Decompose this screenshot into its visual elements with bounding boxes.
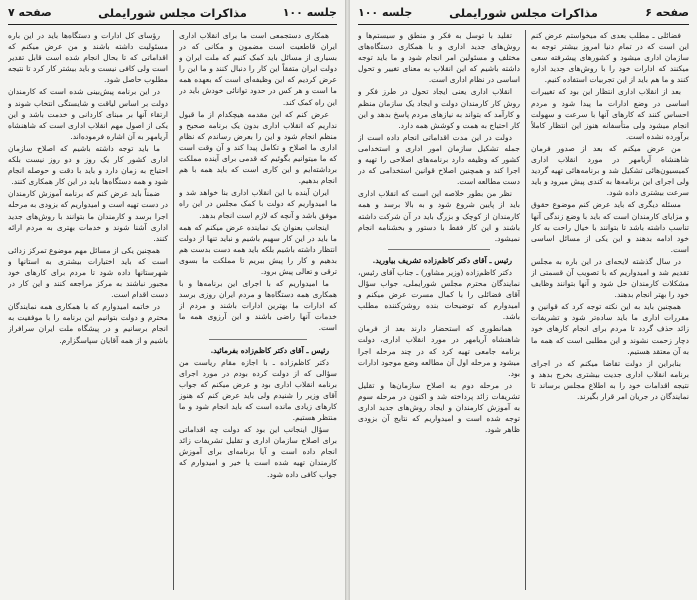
paragraph: فضائلی ـ مطلب بعدی که میخواستم عرض کنم این است که در تمام دنیا امروز بیشتر توجه به سازمان اداری میشود و کشورهای پیشرفته سعی میکنند که ادارات خود را با روش‌های جدید اداره کنند و ما هم باید از این تجربیات استفاده کنیم. [531,31,689,85]
speaker-line: رئیس ـ آقای دکتر کاظم‌زاده بفرمائید. [210,345,329,355]
speaker-line: رئیس ـ آقای دکتر کاظم‌زاده تشریف بیاورید. [372,255,512,265]
left-page-title: مذاکرات مجلس شورایملی [98,6,247,20]
right-page [350,0,697,600]
left-page-column-1 [179,30,337,596]
paragraph: همکاری دستجمعی است ما برای انقلاب اداری ایران قاطعیت است مضمون و مکانی که در بسیاری از مسائل باید کمک کنیم که ملت ایران و دولت ایران متفقاً این کار را دنبال کنند و ما این را عرض کردیم که این وظیفه‌ای است که بعهده همه ما است و هر کس در حدود توانائی خودش باید در این راه کمک کند. [179,31,337,107]
paragraph: عرض کنم که این مقدمه هیچکدام از ما قبول نداریم که انقلاب اداری بدون یک برنامه صحیح و منظم انجام شود و این را بعرض رساندم که نظام اداری ما اصلاح و تکامل پیدا کند و آن وقت است که ما میتوانیم بگوئیم که قدمی برای آینده مملکت برداشته‌ایم و این کاری است که باید همه با هم انجام بدهیم. [179,109,337,186]
paragraph: نظر من بطور خلاصه این است که انقلاب اداری باید از پایین شروع شود و به بالا برسد و همه کارمندان از کوچک و بزرگ باید در آن شرکت داشته باشند و این کار فقط با دستور و بخشنامه انجام نمیشود. [358,189,520,243]
paragraph: ما باید توجه داشته باشیم که اصلاح سازمان اداری کشور کار یک روز و دو روز نیست بلکه احتیاج به زمان دارد و باید با دقت و حوصله انجام شود و همه دستگاه‌ها باید در این کار همکاری کنند. [8,143,168,187]
left-page-number: صفحه ۷ [8,6,52,19]
paragraph: ایران آینده با این انقلاب اداری بنا خواهد شد و ما امیدواریم که دولت با کمک مجلس در این راه موفق باشد و آنچه که لازم است انجام بدهد. [179,188,337,220]
column-rule [525,30,526,590]
right-page-column-1 [531,30,689,596]
paragraph: دکتر کاظم‌زاده ـ با اجازه مقام ریاست من سؤالی که از دولت کرده بودم در مورد اجرای برنامه انقلاب اداری بود و عرض میکنم که جواب آقای وزیر را شنیدم ولی باید عرض کنم که هنوز کارهای زیادی مانده است که باید انجام شود و ما منتظر هستیم. [179,357,337,423]
right-session-label: جلسه ۱۰۰ [358,6,413,19]
paragraph: ما امیدواریم که با اجرای این برنامه‌ها و با همکاری همه دستگاه‌ها و مردم ایران روزی برسد که ادارات ما بهترین ادارات باشند و مردم از خدمات آنها راضی باشند و این آرزوی همه ما است. [179,279,337,333]
right-page-header [358,4,689,25]
paragraph: دکتر کاظم‌زاده (وزیر مشاور) ـ جناب آقای رئیس، نمایندگان محترم مجلس شورایملی، جواب سؤال آقای فضائلی را با کمال مسرت عرض میکنم و امیدوارم که توضیحات بنده روشن‌کننده مطلب باشد. [358,267,520,322]
right-page-title: مذاکرات مجلس شورایملی [449,6,598,20]
left-page-header [8,4,337,25]
paragraph: بعد از انقلاب اداری انتظار این بود که تغییرات اساسی در وضع ادارات ما پیدا شود و مردم احساس کنند که کارهای آنها با سرعت و سهولت انجام میشود ولی متأسفانه هنوز این انتظار کاملاً برآورده نشده است. [531,87,689,141]
paragraph: در مرحله دوم به اصلاح سازمان‌ها و تقلیل تشریفات زائد پرداخته شد و اکنون در مرحله سوم به آموزش کارمندان و ایجاد روش‌های جدید اداری توجه شده است و امیدواریم که نتایج آن بزودی ظاهر شود. [358,380,520,435]
paragraph: ضمناً باید عرض کنم که برنامه آموزش کارمندان در دست تهیه است و امیدواریم که بزودی به مرحله اجرا برسد و کارمندان ما بتوانند با روش‌های جدید اداری آشنا شوند و خدمات بهتری به مردم ارائه کنند. [8,189,168,243]
right-page-number: صفحه ۶ [645,6,689,19]
paragraph: انقلاب اداری یعنی ایجاد تحول در طرز فکر و روش کار کارمندان دولت و ایجاد یک سازمان منظم و کارآمد که بتواند به نیازهای مردم پاسخ بدهد و این کار احتیاج به همت و کوشش همه دارد. [358,87,520,130]
paragraph: در این برنامه پیش‌بینی شده است که کارمندان دولت بر اساس لیاقت و شایستگی انتخاب شوند و ارتقاء آنها بر مبنای کاردانی و خدمت باشد و این یکی از اصول مهم انقلاب اداری است که شاهنشاه آریامهر به آن اشاره فرموده‌اند. [8,87,168,141]
left-session-label: جلسه ۱۰۰ [282,6,337,19]
paragraph: بنابراین از دولت تقاضا میکنم که در اجرای برنامه انقلاب اداری جدیت بیشتری بخرج بدهد و نتیجه اقدامات خود را به اطلاع مجلس برساند تا نمایندگان در جریان امر قرار بگیرند. [531,358,689,401]
paragraph: دولت در این مدت اقداماتی انجام داده است از جمله تشکیل سازمان امور اداری و استخدامی کشور که وظیفه دارد برنامه‌های اصلاحی را تهیه و اجرا کند و همچنین اصلاح قوانین استخدامی که در دست مطالعه است. [358,132,520,187]
paragraph: همچنین باید به این نکته توجه کرد که قوانین و مقررات اداری ما باید ساده‌تر شود و تشریفات زائد حذف گردد تا مردم برای انجام کارهای خود دچار زحمت نشوند و این مطلبی است که همه ما به آن معتقد هستیم. [531,302,689,356]
section-divider [388,249,490,250]
paragraph: در خاتمه امیدوارم که با همکاری همه نمایندگان محترم و دولت بتوانیم این برنامه را با موفقیت به انجام برسانیم و در پیشگاه ملت ایران سرافراز باشیم و از همه آقایان سپاسگزارم. [8,302,168,345]
paragraph: اینجانب بعنوان یک نماینده عرض میکنم که همه ما باید در این کار سهیم باشیم و نباید تنها از دولت انتظار داشته باشیم بلکه باید همه دست بدست هم بدهیم و کار را پیش ببریم تا مملکت ما بسوی ترقی و تعالی پیش برود. [179,222,337,276]
paragraph: در سال گذشته لایحه‌ای در این باره به مجلس تقدیم شد و امیدواریم که با تصویب آن قسمتی از مشکلات کارمندان حل شود و آنها بتوانند وظایف خود را بهتر انجام بدهند. [531,256,689,300]
left-page-column-2 [8,30,168,596]
paragraph: من عرض میکنم که بعد از صدور فرمان شاهنشاه آریامهر در مورد انقلاب اداری کمیسیون‌هائی تشکیل شد و برنامه‌هائی تهیه گردید ولی اجرای این برنامه‌ها به کندی پیش میرود و باید سرعت بیشتری داده شود. [531,143,689,198]
paragraph: مسئله دیگری که باید عرض کنم موضوع حقوق و مزایای کارمندان است که باید با وضع زندگی آنها تناسب داشته باشد تا بتوانند با خیال راحت به کار خود ادامه بدهند و این یکی از مسائل اساسی است. [531,200,689,254]
left-page [0,0,345,600]
column-rule [173,30,174,590]
paragraph: سؤال اینجانب این بود که دولت چه اقداماتی برای اصلاح سازمان اداری و تقلیل تشریفات زائد انجام داده است و آیا برنامه‌ای برای آموزش کارمندان تهیه شده است یا خیر و امیدوارم که جواب کافی داده شود. [179,425,337,479]
paragraph: همانطوری که استحضار دارند بعد از فرمان شاهنشاه آریامهر در مورد انقلاب اداری، دولت برنامه جامعی تهیه کرد که در چند مرحله اجرا میشود و مرحله اول آن مطالعه وضع موجود ادارات بود. [358,324,520,378]
paragraph: تقلید با توسل به فکر و منطق و سیستم‌ها و روش‌های جدید اداری و با همکاری دستگاه‌های مختلف و مسئولین امر انجام شود و ما باید توجه داشته باشیم که این انقلاب به معنای تغییر و تحول اساسی در نظام اداری است. [358,31,520,85]
section-divider [209,339,307,340]
paragraph: همچنین یکی از مسائل مهم موضوع تمرکز زدائی است که باید اختیارات بیشتری به استانها و شهرستانها داده شود تا مردم برای کارهای خود مجبور نباشند به مرکز مراجعه کنند و این کار در دست اقدام است. [8,245,168,300]
paragraph: رؤسای کل ادارات و دستگاه‌ها باید در این باره مسئولیت داشته باشند و من عرض میکنم که اقداماتی که تا بحال انجام شده است قابل تقدیر است ولی کافی نیست و باید بیشتر کار کرد تا نتیجه مطلوب حاصل شود. [8,31,168,85]
right-page-column-2 [358,30,520,596]
